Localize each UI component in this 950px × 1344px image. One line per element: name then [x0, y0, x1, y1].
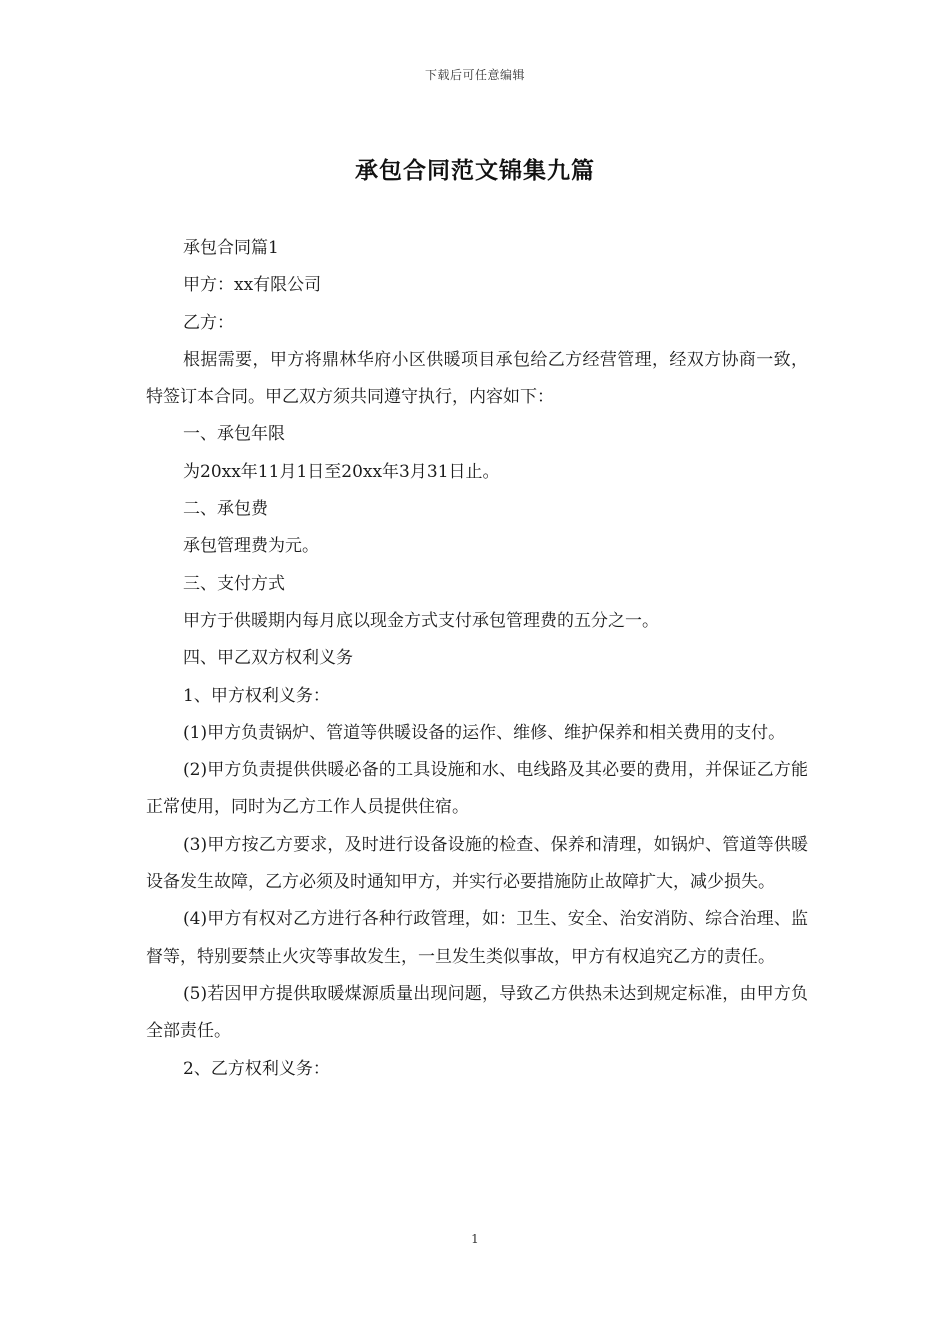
document-body: [146, 230, 808, 1088]
party-a-item-5: (5)若因甲方提供取暖煤源质量出现问题，导致乙方供热未达到规定标准，由甲方负全部责任。: [146, 983, 808, 1042]
clause-heading-fee: 二、承包费: [183, 499, 268, 520]
party-a-item-4: (4)甲方有权对乙方进行各种行政管理，如：卫生、安全、治安消防、综合治理、监督等，特别要禁止火灾等事故发生，一旦发生类似事故，甲方有权追究乙方的责任。: [146, 909, 808, 967]
page-number: 1: [471, 1232, 479, 1246]
payment-paragraph: 甲方于供暖期内每月底以现金方式支付承包管理费的五分之一。: [183, 610, 659, 631]
preamble-paragraph: 根据需要，甲方将鼎林华府小区供暖项目承包给乙方经营管理，经双方协商一致，特签订本合同。甲乙双方须共同遵守执行，内容如下：: [146, 349, 808, 408]
document-title: 承包合同范文锦集九篇: [355, 157, 595, 184]
party-a-rights-heading: 1、甲方权利义务：: [183, 685, 330, 706]
clause-heading-payment: 三、支付方式: [183, 573, 285, 594]
header-note: 下载后可任意编辑: [424, 68, 525, 82]
party-b: 乙方：: [183, 312, 234, 333]
party-a-item-1: (1)甲方负责锅炉、管道等供暖设备的运作、维修、维护保养和相关费用的支付。: [183, 722, 786, 743]
clause-heading-term: 一、承包年限: [183, 424, 285, 445]
party-b-rights-heading: 2、乙方权利义务：: [183, 1058, 330, 1079]
clause-heading-rights: 四、甲乙双方权利义务: [183, 648, 353, 669]
section-heading: 承包合同篇1: [183, 238, 279, 258]
term-paragraph: 为20xx年11月1日至20xx年3月31日止。: [183, 461, 500, 482]
party-a-item-2: (2)甲方负责提供供暖必备的工具设施和水、电线路及其必要的费用，并保证乙方能正常使用，同时为乙方工作人员提供住宿。: [146, 760, 808, 818]
party-a: 甲方：xx有限公司: [183, 275, 322, 296]
fee-paragraph: 承包管理费为元。: [183, 536, 319, 557]
party-a-item-3: (3)甲方按乙方要求，及时进行设备设施的检查、保养和清理，如锅炉、管道等供暖设备发生故障，乙方必须及时通知甲方，并实行必要措施防止故障扩大，减少损失。: [146, 834, 808, 893]
